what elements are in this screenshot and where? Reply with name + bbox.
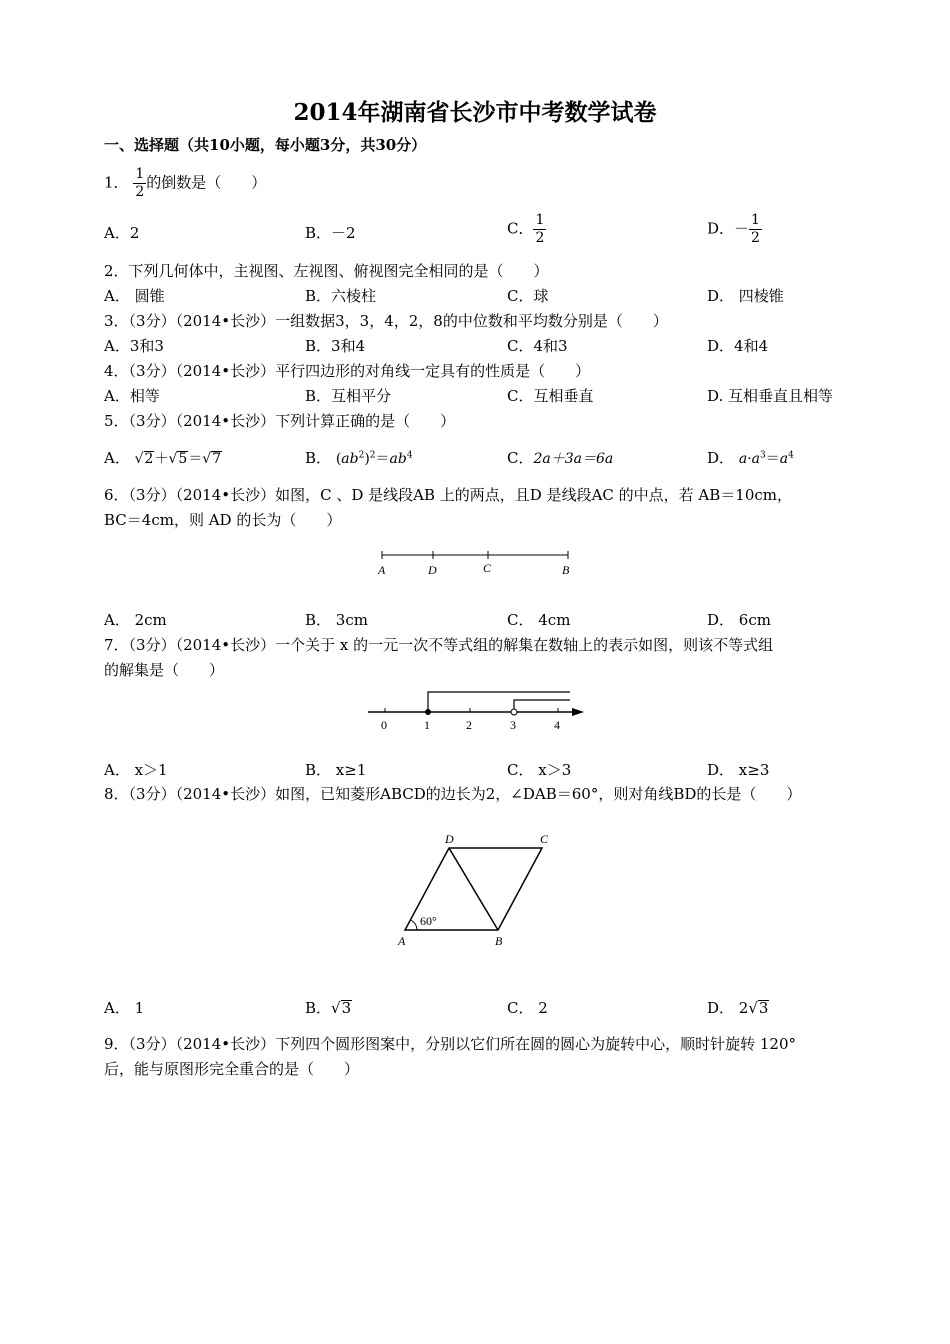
q8-option-b: B．√3 <box>305 999 352 1017</box>
q5-option-b: B． $(ab^2)^2=ab^4$ <box>305 449 413 467</box>
point-a-label: A <box>378 563 386 577</box>
q6-option-a: A． 2cm <box>104 611 167 629</box>
q3-option-c: C．4和3 <box>507 337 568 355</box>
q8-option-d: D． 2√3 <box>707 999 769 1017</box>
q3-option-a: A．3和3 <box>104 337 164 355</box>
q1-option-d: D．－ $\frac{1}{2}$ <box>707 212 760 246</box>
point-c-label: C <box>483 561 492 575</box>
q6-option-d: D． 6cm <box>707 611 771 629</box>
q4-option-d: D. 互相垂直且相等 <box>707 387 834 405</box>
point-b-label: B <box>562 563 570 577</box>
vertex-a-label: A <box>398 934 406 948</box>
q8-stem: 8．（3分）（2014•长沙）如图，已知菱形ABCD的边长为2，∠DAB＝60°，则对角线BD的长是（ ） <box>104 785 802 803</box>
q1-option-b: B．－2 <box>305 224 356 242</box>
q2-option-d: D． 四棱锥 <box>707 287 784 305</box>
tick-1: 1 <box>424 718 430 732</box>
q5-option-d: D． $a\cdot a^3=a^4$ <box>707 449 794 467</box>
q2-option-c: C．球 <box>507 287 549 305</box>
q8-option-a: A． 1 <box>104 999 145 1017</box>
number-line-figure <box>360 685 590 735</box>
vertex-c-label: C <box>540 832 549 846</box>
tick-0: 0 <box>381 718 387 732</box>
q2-option-a: A． 圆锥 <box>104 287 165 305</box>
q4-option-c: C．互相垂直 <box>507 387 594 405</box>
q1-fraction: $\frac{1}{2}$ <box>135 166 145 200</box>
q6-stem-line1: 6．（3分）（2014•长沙）如图，C 、D 是线段AB 上的两点，且D 是线段AC 的中点，若 AB＝10cm， <box>104 486 792 504</box>
q8-option-c: C． 2 <box>507 999 548 1017</box>
q5-option-a: A． √2＋√5＝√7 <box>104 449 222 467</box>
q9-stem-line2: 后，能与原图形完全重合的是（ ） <box>104 1060 360 1078</box>
q4-option-a: A．相等 <box>104 387 160 405</box>
tick-2: 2 <box>466 718 472 732</box>
q7-option-a: A． x＞1 <box>104 761 168 779</box>
q9-stem-line1: 9．（3分）（2014•长沙）下列四个圆形图案中，分别以它们所在圆的圆心为旋转中心，顺时针旋转 120° <box>104 1035 797 1053</box>
q4-stem: 4．（3分）（2014•长沙）平行四边形的对角线一定具有的性质是（ ） <box>104 362 591 380</box>
vertex-b-label: B <box>495 934 503 948</box>
q1-option-a: A．2 <box>104 224 140 242</box>
q5-stem: 5．（3分）（2014•长沙）下列计算正确的是（ ） <box>104 412 456 430</box>
q7-stem-line1: 7．（3分）（2014•长沙）一个关于 x 的一元一次不等式组的解集在数轴上的表示如图，则该不等式组 <box>104 636 774 654</box>
tick-4: 4 <box>554 718 560 732</box>
q6-option-c: C． 4cm <box>507 611 571 629</box>
q3-option-b: B．3和4 <box>305 337 366 355</box>
q1-number: 1． <box>104 173 129 192</box>
q2-stem: 2．下列几何体中，主视图、左视图、俯视图完全相同的是（ ） <box>104 262 549 280</box>
segment-figure <box>370 545 580 580</box>
vertex-d-label: D <box>445 832 454 846</box>
question-1 <box>104 166 266 201</box>
q1-option-c: C． $\frac{1}{2}$ <box>507 212 545 246</box>
q4-option-b: B．互相平分 <box>305 387 392 405</box>
tick-3: 3 <box>510 718 516 732</box>
q1-stem: 的倒数是（ ） <box>146 173 267 192</box>
q2-option-b: B．六棱柱 <box>305 287 377 305</box>
q7-option-b: B． x≥1 <box>305 761 367 779</box>
q7-option-c: C． x＞3 <box>507 761 572 779</box>
section-heading: 一、选择题（共10小题，每小题3分，共30分） <box>104 136 427 154</box>
page-title: 2014年湖南省长沙市中考数学试卷 <box>293 99 657 126</box>
q3-stem: 3．（3分）（2014•长沙）一组数据3，3，4，2，8的中位数和平均数分别是（ ） <box>104 312 668 330</box>
angle-label: 60° <box>420 914 437 928</box>
q7-stem-line2: 的解集是（ ） <box>104 661 225 679</box>
q6-stem-line2: BC＝4cm，则 AD 的长为（ ） <box>104 511 342 529</box>
rhombus-figure <box>390 825 560 955</box>
q5-option-c: C．2a＋3a＝6a <box>507 449 614 467</box>
q7-option-d: D． x≥3 <box>707 761 770 779</box>
q6-option-b: B． 3cm <box>305 611 368 629</box>
point-d-label: D <box>428 563 437 577</box>
q3-option-d: D．4和4 <box>707 337 769 355</box>
